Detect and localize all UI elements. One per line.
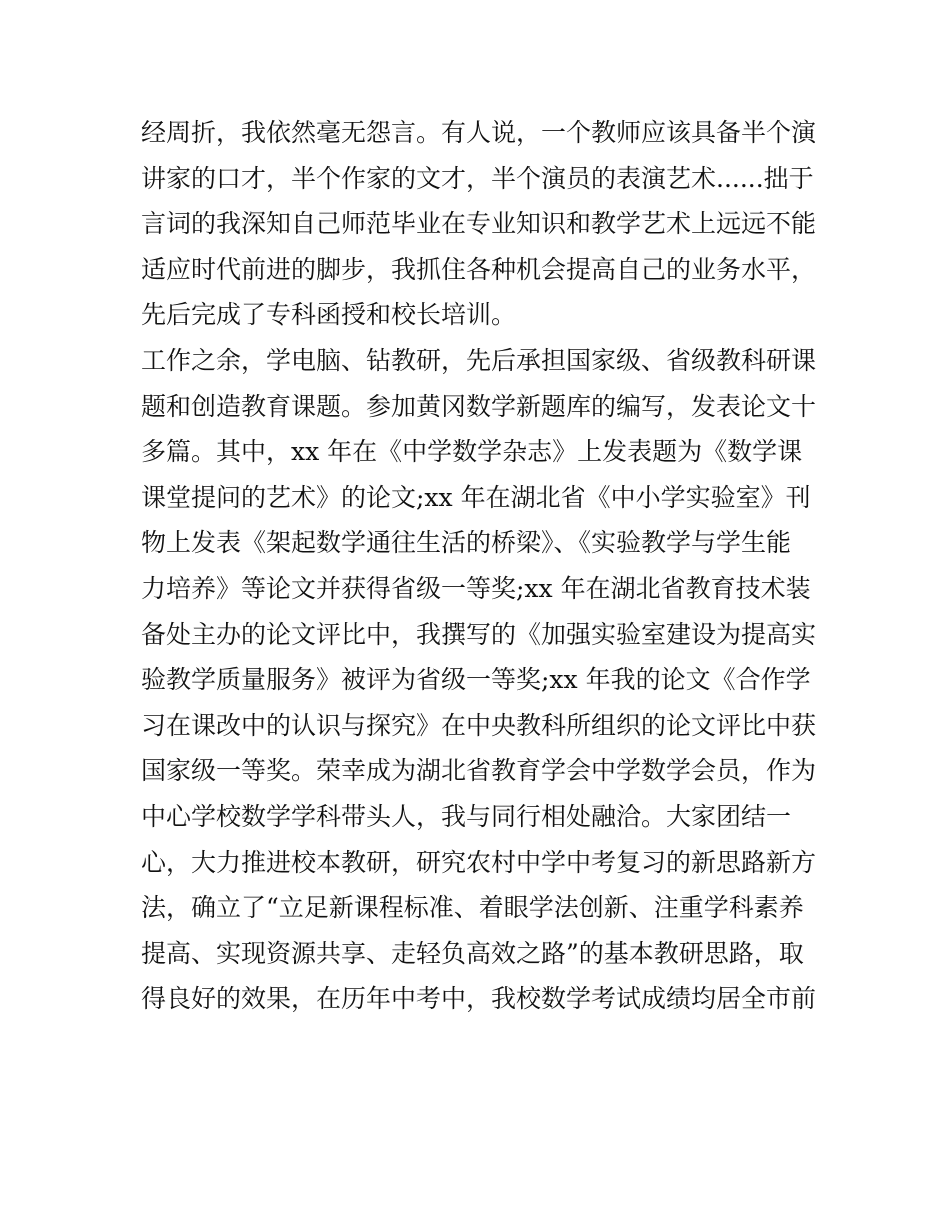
- text-line: 国家级一等奖。荣幸成为湖北省教育学会中学数学会员，作为: [141, 756, 817, 786]
- document-body: [141, 110, 821, 1022]
- text-line: 题和创造教育课题。参加黄冈数学新题库的编写，发表论文十: [141, 391, 817, 421]
- text-line: 适应时代前进的脚步，我抓住各种机会提高自己的业务水平，: [141, 254, 817, 284]
- text-line: 讲家的口才，半个作家的文才，半个演员的表演艺术......拙于: [141, 163, 814, 193]
- text-line: 验教学质量服务》被评为省级一等奖;xx 年我的论文《合作学: [141, 665, 811, 695]
- text-line: 得良好的效果，在历年中考中，我校数学考试成绩均居全市前: [141, 984, 817, 1014]
- text-line: 课堂提问的艺术》的论文;xx 年在湖北省《中小学实验室》刊: [141, 482, 811, 512]
- text-line: 言词的我深知自己师范毕业在专业知识和教学艺术上远远不能: [141, 209, 817, 239]
- text-line: 先后完成了专科函授和校长培训。: [141, 300, 517, 330]
- text-line: 备处主办的论文评比中，我撰写的《加强实验室建设为提高实: [141, 619, 817, 649]
- text-line: 心，大力推进校本教研，研究农村中学中考复习的新思路新方: [141, 847, 817, 877]
- text-line: 提高、实现资源共享、走轻负高效之路”的基本教研思路，取: [141, 938, 804, 968]
- text-line: 工作之余，学电脑、钻教研，先后承担国家级、省级教科研课: [141, 345, 817, 375]
- text-line: 习在课改中的认识与探究》在中央教科所组织的论文评比中获: [141, 710, 817, 740]
- text-line: 经周折，我依然毫无怨言。有人说，一个教师应该具备半个演: [141, 118, 817, 147]
- text-line: 中心学校数学学科带头人，我与同行相处融洽。大家团结一: [141, 801, 792, 831]
- text-line: 多篇。其中，xx 年在《中学数学杂志》上发表题为《数学课: [141, 437, 803, 467]
- text-line: 法，确立了“立足新课程标准、着眼学法创新、注重学科素养: [141, 893, 804, 923]
- text-line: 物上发表《架起数学通往生活的桥梁》、《实验教学与学生能: [141, 528, 792, 558]
- text-line: 力培养》等论文并获得省级一等奖;xx 年在湖北省教育技术装: [141, 573, 811, 603]
